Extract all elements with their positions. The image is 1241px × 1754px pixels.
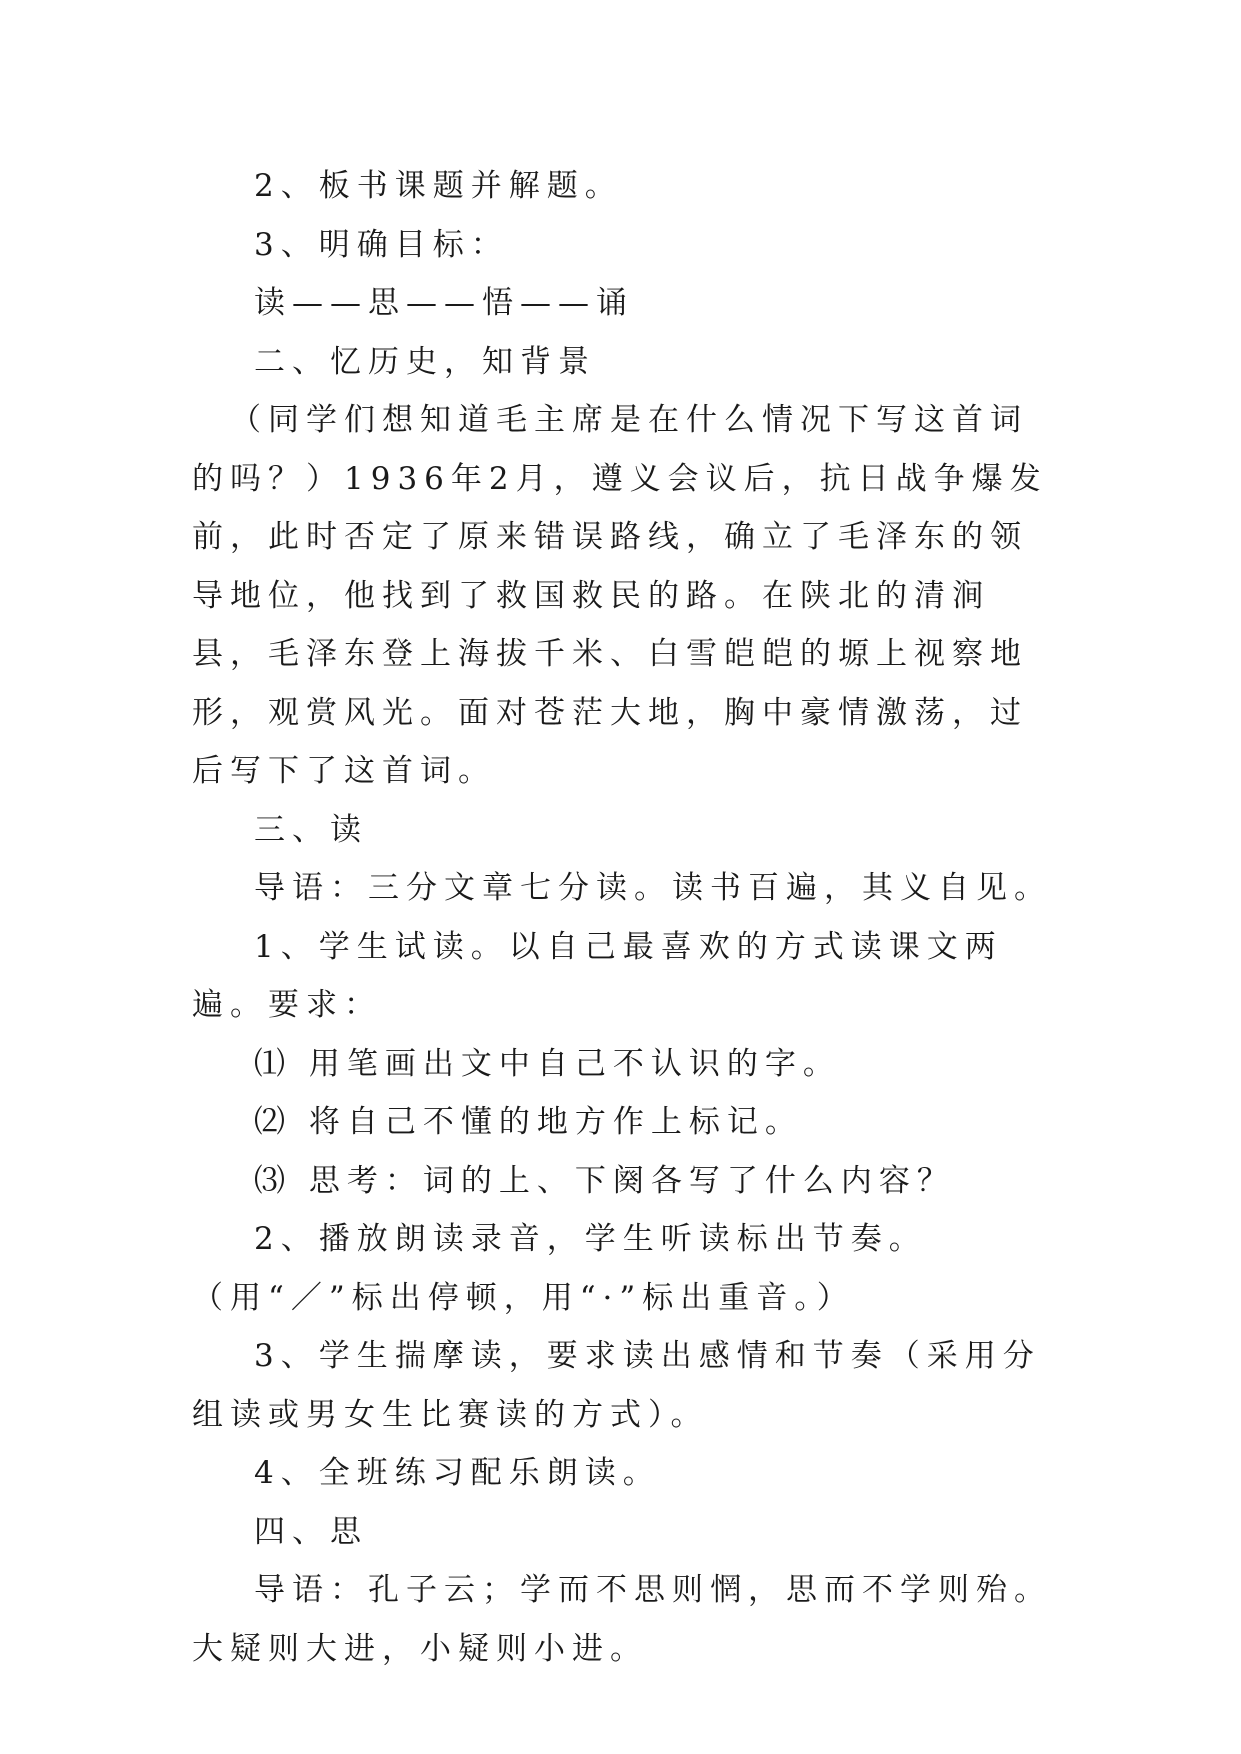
paragraph-trial-read: 1、学生试读。以自己最喜欢的方式读课文两遍。要求：	[192, 928, 1003, 1023]
list-item-unknown-words: ⑴ 用笔画出文中自己不认识的字。	[254, 1045, 841, 1082]
heading-history: 二、忆历史，知背景	[254, 343, 596, 380]
paragraph-steps: 读——思——悟——诵	[254, 285, 634, 321]
paragraph-music-read: 4、全班练习配乐朗读。	[254, 1455, 661, 1491]
paragraph-read-intro: 导语：三分文章七分读。读书百遍，其义自见。	[254, 870, 1052, 906]
heading-think: 四、思	[254, 1513, 368, 1550]
paragraph-recording: 2、播放朗读录音，学生听读标出节奏。（用“／”标出停顿，用“·”标出重音。）	[192, 1221, 927, 1316]
paragraph-objectives: 3、明确目标：	[254, 226, 509, 263]
list-item-mark-unclear: ⑵ 将自己不懂的地方作上标记。	[254, 1104, 803, 1140]
document-body	[192, 157, 1062, 1678]
paragraph-background: （同学们想知道毛主席是在什么情况下写这首词的吗？）1936年2月，遵义会议后，抗日战争爆发前，此时否定了原来错误路线，确立了毛泽东的领导地位，他找到了救国救民的路。在陕北的清涧县，毛泽东登上海拔千米、白雪皑皑的塬上视察地形，观赏风光。面对苍茫大地，胸中豪情激荡，过后写下了这首词。	[192, 402, 1048, 789]
paragraph-emotive-read: 3、学生揣摩读，要求读出感情和节奏（采用分组读或男女生比赛读的方式）。	[192, 1338, 1041, 1433]
paragraph-think-intro: 导语：孔子云；学而不思则惘，思而不学则殆。大疑则大进，小疑则小进。	[192, 1572, 1052, 1667]
list-item-think: ⑶ 思考：词的上、下阕各写了什么内容？	[254, 1162, 955, 1199]
paragraph-board-title: 2、板书课题并解题。	[254, 168, 623, 204]
heading-read: 三、读	[254, 811, 368, 848]
